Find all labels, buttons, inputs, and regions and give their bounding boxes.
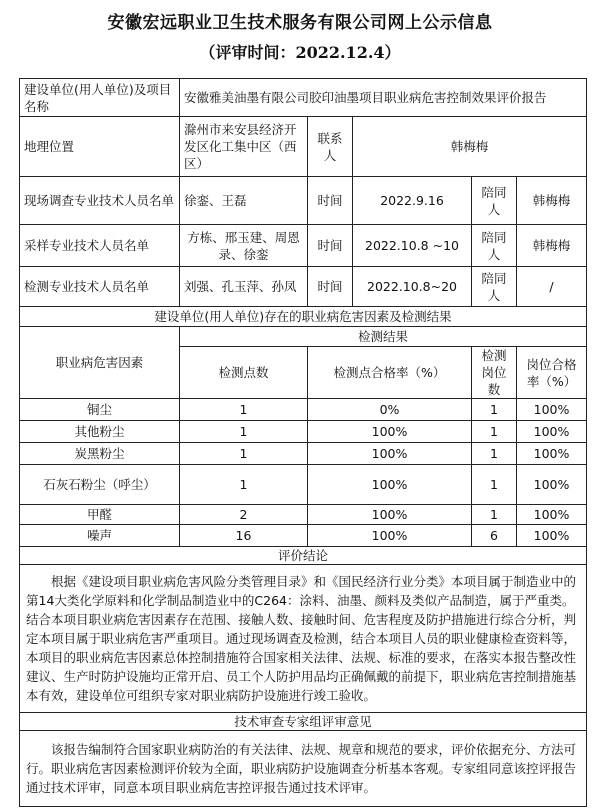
point-rate-cell: 100% xyxy=(308,421,472,443)
factor-header: 职业病危害因素 xyxy=(20,327,180,399)
survey-companion: 韩梅梅 xyxy=(517,177,587,225)
table-row xyxy=(20,421,587,443)
testing-companion-label: 陪同人 xyxy=(472,267,517,307)
testing-time: 2022.10.8~20 xyxy=(353,267,472,307)
location-row xyxy=(20,117,587,177)
table-row xyxy=(20,505,587,525)
points-cell: 16 xyxy=(180,525,308,547)
point-rate-cell: 100% xyxy=(308,525,472,547)
posts-cell: 1 xyxy=(472,399,517,421)
factor-cell: 甲醛 xyxy=(20,505,180,525)
testing-row xyxy=(20,267,587,307)
points-cell: 1 xyxy=(180,465,308,505)
results-header: 检测结果 xyxy=(180,327,587,347)
review-row xyxy=(20,731,587,807)
sampling-companion-label: 陪同人 xyxy=(472,225,517,267)
point-rate-cell: 0% xyxy=(308,399,472,421)
conclusion-text: 根据《建设项目职业病危害风险分类管理目录》和《国民经济行业分类》本项目属于制造业中的第14大类化学原料和化学制品制造业中的C264：涂料、油墨、颜料及类似产品制造，属于严重类。结合本项目职业病危害因素存在范围、接触人数、接触时间、危害程度及防护措施进行综合分析，判定本项目属于职业病危害严重项目。通过现场调查及检测，结合本项目人员的职业健康检查资料等，本项目的职业病危害因素总体控制措施符合国家相关法律、法规、标准的要求，在落实本报告整改性建议、生产时防护设施均正常开启、员工个人防护用品均正确佩戴的前提下，职业病危害控制措施基本有效，建设单位可组织专家对职业病防护设施进行竣工验收。 xyxy=(20,565,587,713)
page-title: 安徽宏远职业卫生技术服务有限公司网上公示信息 xyxy=(107,13,493,33)
conclusion-row xyxy=(20,565,587,713)
survey-row xyxy=(20,177,587,225)
sampling-time-label: 时间 xyxy=(308,225,353,267)
hazards-header-row xyxy=(20,327,587,347)
review-time: （评审时间：2022.12.4） xyxy=(199,43,401,62)
factor-cell: 噪声 xyxy=(20,525,180,547)
post-rate-cell: 100% xyxy=(517,421,587,443)
col-points-header: 检测点数 xyxy=(180,347,308,399)
survey-names: 徐銮、王磊 xyxy=(180,177,308,225)
posts-cell: 6 xyxy=(472,525,517,547)
points-cell: 2 xyxy=(180,505,308,525)
points-cell: 1 xyxy=(180,421,308,443)
point-rate-cell: 100% xyxy=(308,465,472,505)
post-rate-cell: 100% xyxy=(517,525,587,547)
posts-cell: 1 xyxy=(472,443,517,465)
survey-time: 2022.9.16 xyxy=(353,177,472,225)
unit-label: 建设单位(用人单位)及项目名称 xyxy=(20,79,180,117)
factor-cell: 铜尘 xyxy=(20,399,180,421)
points-cell: 1 xyxy=(180,443,308,465)
posts-cell: 1 xyxy=(472,465,517,505)
sampling-names: 方栋、邢玉建、周恩录、徐銮 xyxy=(180,225,308,267)
col-point-rate-header: 检测点合格率（%） xyxy=(308,347,472,399)
survey-companion-label: 陪同人 xyxy=(472,177,517,225)
table-row xyxy=(20,399,587,421)
contact-label: 联系人 xyxy=(308,117,353,177)
sampling-companion: 韩梅梅 xyxy=(517,225,587,267)
unit-row xyxy=(20,79,587,117)
hazards-section-row xyxy=(20,307,587,327)
location-value: 滁州市来安县经济开发区化工集中区（西区） xyxy=(180,117,308,177)
sampling-label: 采样专业技术人员名单 xyxy=(20,225,180,267)
posts-cell: 1 xyxy=(472,421,517,443)
table-row xyxy=(20,443,587,465)
point-rate-cell: 100% xyxy=(308,443,472,465)
post-rate-cell: 100% xyxy=(517,465,587,505)
testing-time-label: 时间 xyxy=(308,267,353,307)
sampling-time: 2022.10.8 ~10 xyxy=(353,225,472,267)
testing-companion: / xyxy=(517,267,587,307)
review-title-row xyxy=(20,713,587,731)
disclosure-table xyxy=(19,78,587,807)
testing-names: 刘强、孔玉萍、孙凤 xyxy=(180,267,308,307)
table-row xyxy=(20,465,587,505)
col-posts-header: 检测岗位数 xyxy=(472,347,517,399)
post-rate-cell: 100% xyxy=(517,505,587,525)
factor-cell: 其他粉尘 xyxy=(20,421,180,443)
point-rate-cell: 100% xyxy=(308,505,472,525)
contact-value: 韩梅梅 xyxy=(353,117,587,177)
conclusion-title: 评价结论 xyxy=(20,547,587,565)
post-rate-cell: 100% xyxy=(517,399,587,421)
col-post-rate-header: 岗位合格率（%） xyxy=(517,347,587,399)
review-text: 该报告编制符合国家职业病防治的有关法律、法规、规章和规范的要求，评价依据充分、方法可行。职业病危害因素检测评价较为全面，职业病防护设施调查分析基本客观。专家组同意该控评报告通过技术评审，同意本项目职业病危害控评报告通过技术评审。 xyxy=(20,731,587,807)
hazards-section-title: 建设单位(用人单位)存在的职业病危害因素及检测结果 xyxy=(20,307,587,327)
points-cell: 1 xyxy=(180,399,308,421)
posts-cell: 1 xyxy=(472,505,517,525)
review-title: 技术审查专家组评审意见 xyxy=(20,713,587,731)
post-rate-cell: 100% xyxy=(517,443,587,465)
sampling-row xyxy=(20,225,587,267)
table-row xyxy=(20,525,587,547)
factor-cell: 炭黑粉尘 xyxy=(20,443,180,465)
survey-time-label: 时间 xyxy=(308,177,353,225)
factor-cell: 石灰石粉尘（呼尘） xyxy=(20,465,180,505)
testing-label: 检测专业技术人员名单 xyxy=(20,267,180,307)
location-label: 地理位置 xyxy=(20,117,180,177)
unit-value: 安徽雅美油墨有限公司胶印油墨项目职业病危害控制效果评价报告 xyxy=(180,79,587,117)
survey-label: 现场调查专业技术人员名单 xyxy=(20,177,180,225)
conclusion-title-row xyxy=(20,547,587,565)
